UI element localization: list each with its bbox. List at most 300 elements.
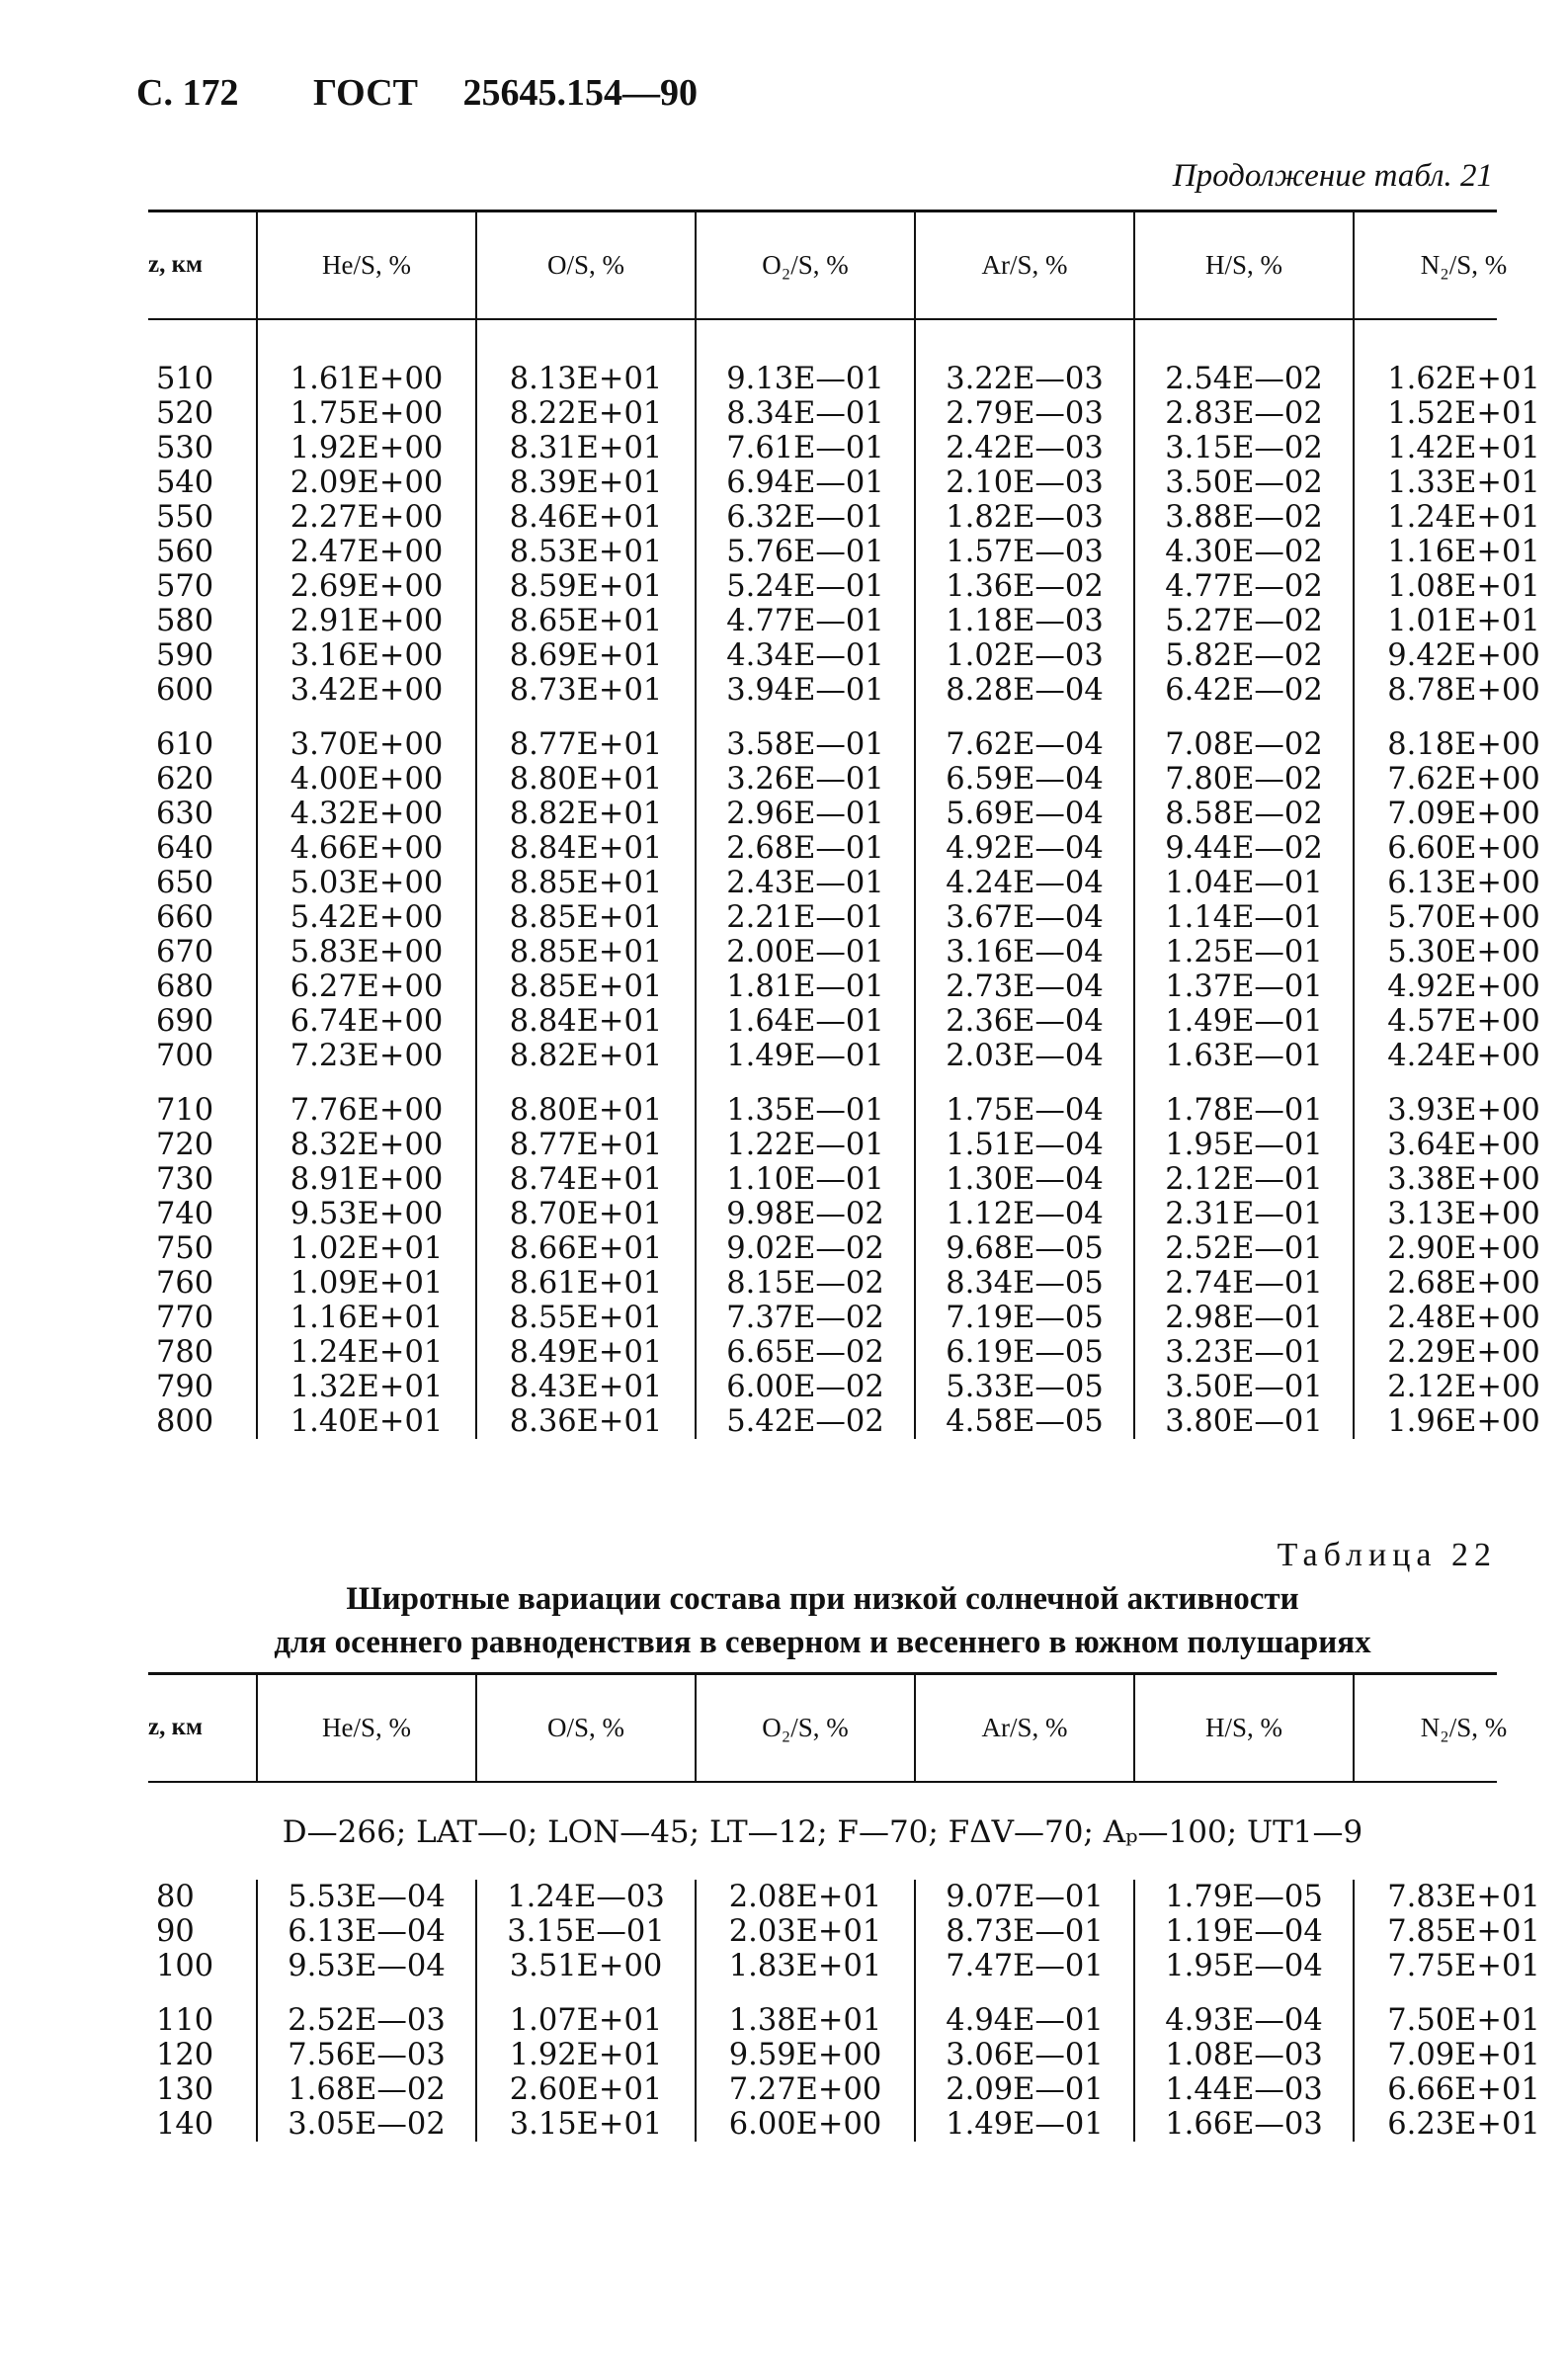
value-cell: 3.67E—04 [915,900,1134,935]
altitude-cell: 780 [156,1335,214,1370]
altitude-cell: 710 [156,1093,214,1128]
value-cell: 2.09E+00 [257,465,476,500]
altitude-cell: 110 [156,2003,214,2038]
altitude-cell: 510 [156,362,214,396]
value-cell: 1.49E—01 [915,2107,1134,2142]
table-row [148,1093,1568,1128]
table-row [148,535,1568,569]
standard-name: ГОСТ [312,72,418,114]
value-cell: 4.32E+00 [257,797,476,831]
table21-col-header: O/S, % [476,211,696,318]
value-cell: 6.23E+01 [1354,2107,1568,2142]
altitude-cell: 140 [156,2107,214,2142]
altitude-cell: 80 [156,1880,195,1914]
value-cell: 4.66E+00 [257,831,476,866]
value-cell: 6.94E—01 [696,465,915,500]
value-cell: 8.85E+01 [476,935,696,969]
value-cell: 1.24E+01 [1354,500,1568,535]
value-cell: 8.82E+01 [476,797,696,831]
value-cell: 8.43E+01 [476,1370,696,1404]
table-row [148,431,1568,465]
value-cell: 1.30E—04 [915,1162,1134,1197]
altitude-cell: 640 [156,831,214,866]
value-cell: 1.10E—01 [696,1162,915,1197]
value-cell: 1.42E+01 [1354,431,1568,465]
table-row [148,2038,1568,2072]
value-cell: 1.52E+01 [1354,396,1568,431]
table-row [148,638,1568,673]
table-row [148,935,1568,969]
table-row [148,604,1568,638]
table-row [148,1301,1568,1335]
value-cell: 8.46E+01 [476,500,696,535]
value-cell: 8.77E+01 [476,1128,696,1162]
value-cell: 8.18E+00 [1354,727,1568,762]
value-cell: 7.47E—01 [915,1949,1134,1983]
value-cell: 9.02E—02 [696,1231,915,1266]
value-cell: 7.62E—04 [915,727,1134,762]
altitude-cell: 680 [156,969,214,1004]
value-cell: 7.76E+00 [257,1093,476,1128]
value-cell: 8.80E+01 [476,762,696,797]
page-number: С. 172 [136,72,239,114]
value-cell: 2.12E+00 [1354,1370,1568,1404]
value-cell: 7.09E+00 [1354,797,1568,831]
altitude-cell: 770 [156,1301,214,1335]
value-cell: 9.42E+00 [1354,638,1568,673]
group-spacer [148,708,1568,727]
value-cell: 5.24E—01 [696,569,915,604]
value-cell: 1.63E—01 [1134,1039,1354,1073]
value-cell: 2.96E—01 [696,797,915,831]
value-cell: 4.34E—01 [696,638,915,673]
value-cell: 8.13E+01 [476,362,696,396]
table-row [148,2072,1568,2107]
value-cell: 1.75E—04 [915,1093,1134,1128]
value-cell: 2.29E+00 [1354,1335,1568,1370]
value-cell: 1.44E—03 [1134,2072,1354,2107]
value-cell: 2.12E—01 [1134,1162,1354,1197]
table-row [148,500,1568,535]
value-cell: 3.64E+00 [1354,1128,1568,1162]
value-cell: 1.25E—01 [1134,935,1354,969]
table22-body [148,1880,1568,2142]
value-cell: 2.73E—04 [915,969,1134,1004]
altitude-cell: 670 [156,935,214,969]
table21-col-header: O₂/S, % [696,211,915,318]
value-cell: 7.62E+00 [1354,762,1568,797]
value-cell: 5.42E+00 [257,900,476,935]
altitude-cell: 90 [156,1914,195,1949]
table-row [148,1231,1568,1266]
value-cell: 2.68E+00 [1354,1266,1568,1301]
value-cell: 6.74E+00 [257,1004,476,1039]
value-cell: 8.78E+00 [1354,673,1568,708]
altitude-cell: 550 [156,500,214,535]
table-row [148,1128,1568,1162]
value-cell: 3.23E—01 [1134,1335,1354,1370]
table-row [148,673,1568,708]
value-cell: 8.58E—02 [1134,797,1354,831]
value-cell: 1.92E+01 [476,2038,696,2072]
value-cell: 7.83E+01 [1354,1880,1568,1914]
value-cell: 1.62E+01 [1354,362,1568,396]
value-cell: 1.16E+01 [257,1301,476,1335]
altitude-cell: 600 [156,673,214,708]
value-cell: 2.91E+00 [257,604,476,638]
value-cell: 2.03E+01 [696,1914,915,1949]
value-cell: 1.08E—03 [1134,2038,1354,2072]
value-cell: 9.59E+00 [696,2038,915,2072]
value-cell: 7.23E+00 [257,1039,476,1073]
value-cell: 9.68E—05 [915,1231,1134,1266]
value-cell: 3.15E—02 [1134,431,1354,465]
value-cell: 5.42E—02 [696,1404,915,1439]
value-cell: 3.16E—04 [915,935,1134,969]
value-cell: 9.44E—02 [1134,831,1354,866]
value-cell: 1.68E—02 [257,2072,476,2107]
running-header [136,71,733,115]
value-cell: 8.22E+01 [476,396,696,431]
table-row [148,1004,1568,1039]
table22-header-rule [148,1781,1497,1783]
value-cell: 8.53E+01 [476,535,696,569]
value-cell: 6.00E—02 [696,1370,915,1404]
table-row [148,727,1568,762]
value-cell: 8.61E+01 [476,1266,696,1301]
value-cell: 9.07E—01 [915,1880,1134,1914]
value-cell: 8.85E+01 [476,866,696,900]
table22-title-line1: Широтные вариации состава при низкой солнечной активности [346,1581,1299,1617]
value-cell: 3.88E—02 [1134,500,1354,535]
table22-parameters: D—266; LAT—0; LON—45; LT—12; F—70; FΔV—70; Aₚ—100; UT1—9 [282,1814,1363,1850]
value-cell: 3.15E+01 [476,2107,696,2142]
value-cell: 6.66E+01 [1354,2072,1568,2107]
altitude-cell: 630 [156,797,214,831]
value-cell: 2.21E—01 [696,900,915,935]
value-cell: 8.55E+01 [476,1301,696,1335]
table22-col-header: Ar/S, % [915,1674,1134,1781]
value-cell: 2.42E—03 [915,431,1134,465]
value-cell: 1.18E—03 [915,604,1134,638]
altitude-cell: 620 [156,762,214,797]
group-spacer [148,1073,1568,1093]
value-cell: 6.32E—01 [696,500,915,535]
value-cell: 3.38E+00 [1354,1162,1568,1197]
value-cell: 8.34E—01 [696,396,915,431]
value-cell: 6.42E—02 [1134,673,1354,708]
value-cell: 1.37E—01 [1134,969,1354,1004]
value-cell: 9.98E—02 [696,1197,915,1231]
table22 [148,1674,1568,1781]
table22-label: Таблица 22 [1277,1537,1497,1573]
value-cell: 8.34E—05 [915,1266,1134,1301]
value-cell: 1.09E+01 [257,1266,476,1301]
value-cell: 8.74E+01 [476,1162,696,1197]
value-cell: 3.93E+00 [1354,1093,1568,1128]
value-cell: 8.85E+01 [476,969,696,1004]
value-cell: 1.64E—01 [696,1004,915,1039]
value-cell: 6.00E+00 [696,2107,915,2142]
table-row [148,1949,1568,1983]
value-cell: 6.19E—05 [915,1335,1134,1370]
value-cell: 4.58E—05 [915,1404,1134,1439]
value-cell: 2.54E—02 [1134,362,1354,396]
value-cell: 2.83E—02 [1134,396,1354,431]
value-cell: 4.57E+00 [1354,1004,1568,1039]
value-cell: 8.70E+01 [476,1197,696,1231]
value-cell: 7.85E+01 [1354,1914,1568,1949]
value-cell: 5.03E+00 [257,866,476,900]
altitude-cell: 700 [156,1039,214,1073]
value-cell: 1.83E+01 [696,1949,915,1983]
value-cell: 1.49E—01 [1134,1004,1354,1039]
altitude-cell: 740 [156,1197,214,1231]
value-cell: 1.22E—01 [696,1128,915,1162]
value-cell: 1.82E—03 [915,500,1134,535]
table-row [148,465,1568,500]
altitude-cell: 540 [156,465,214,500]
value-cell: 4.92E+00 [1354,969,1568,1004]
value-cell: 2.00E—01 [696,935,915,969]
value-cell: 5.33E—05 [915,1370,1134,1404]
value-cell: 8.69E+01 [476,638,696,673]
group-spacer [148,318,1568,362]
table-row [148,1197,1568,1231]
value-cell: 2.36E—04 [915,1004,1134,1039]
value-cell: 1.40E+01 [257,1404,476,1439]
value-cell: 2.90E+00 [1354,1231,1568,1266]
value-cell: 7.50E+01 [1354,2003,1568,2038]
table-row [148,2107,1568,2142]
altitude-cell: 120 [156,2038,214,2072]
value-cell: 1.92E+00 [257,431,476,465]
value-cell: 1.35E—01 [696,1093,915,1128]
altitude-cell: 590 [156,638,214,673]
value-cell: 6.60E+00 [1354,831,1568,866]
value-cell: 8.32E+00 [257,1128,476,1162]
table-row [148,2003,1568,2038]
table-row [148,969,1568,1004]
table21-col-header: He/S, % [257,211,476,318]
table-row [148,866,1568,900]
table21-col-header: z, км [148,251,204,278]
value-cell: 8.91E+00 [257,1162,476,1197]
table-row [148,900,1568,935]
table-row [148,1335,1568,1370]
value-cell: 8.85E+01 [476,900,696,935]
value-cell: 2.09E—01 [915,2072,1134,2107]
altitude-cell: 690 [156,1004,214,1039]
value-cell: 8.66E+01 [476,1231,696,1266]
table21-col-header: H/S, % [1134,211,1354,318]
value-cell: 2.43E—01 [696,866,915,900]
value-cell: 1.66E—03 [1134,2107,1354,2142]
value-cell: 9.53E+00 [257,1197,476,1231]
value-cell: 2.31E—01 [1134,1197,1354,1231]
value-cell: 1.01E+01 [1354,604,1568,638]
value-cell: 1.95E—04 [1134,1949,1354,1983]
value-cell: 4.30E—02 [1134,535,1354,569]
altitude-cell: 650 [156,866,214,900]
value-cell: 3.80E—01 [1134,1404,1354,1439]
value-cell: 1.78E—01 [1134,1093,1354,1128]
value-cell: 4.24E—04 [915,866,1134,900]
value-cell: 2.74E—01 [1134,1266,1354,1301]
value-cell: 3.50E—02 [1134,465,1354,500]
value-cell: 8.39E+01 [476,465,696,500]
value-cell: 8.49E+01 [476,1335,696,1370]
value-cell: 5.30E+00 [1354,935,1568,969]
group-spacer [148,1983,1568,2003]
value-cell: 9.13E—01 [696,362,915,396]
value-cell: 3.26E—01 [696,762,915,797]
value-cell: 6.65E—02 [696,1335,915,1370]
value-cell: 2.52E—03 [257,2003,476,2038]
table22-col-header: O₂/S, % [696,1674,915,1781]
value-cell: 2.10E—03 [915,465,1134,500]
value-cell: 1.24E—03 [476,1880,696,1914]
value-cell: 8.84E+01 [476,1004,696,1039]
value-cell: 8.65E+01 [476,604,696,638]
value-cell: 3.05E—02 [257,2107,476,2142]
table-row [148,1880,1568,1914]
value-cell: 4.77E—02 [1134,569,1354,604]
table-row [148,396,1568,431]
value-cell: 8.73E+01 [476,673,696,708]
value-cell: 1.24E+01 [257,1335,476,1370]
value-cell: 2.79E—03 [915,396,1134,431]
value-cell: 3.42E+00 [257,673,476,708]
value-cell: 3.58E—01 [696,727,915,762]
value-cell: 8.31E+01 [476,431,696,465]
table-row [148,1039,1568,1073]
standard-number: 25645.154—90 [462,72,698,114]
value-cell: 3.22E—03 [915,362,1134,396]
value-cell: 2.68E—01 [696,831,915,866]
value-cell: 5.82E—02 [1134,638,1354,673]
altitude-cell: 660 [156,900,214,935]
altitude-cell: 520 [156,396,214,431]
table22-col-header: H/S, % [1134,1674,1354,1781]
value-cell: 6.59E—04 [915,762,1134,797]
value-cell: 3.94E—01 [696,673,915,708]
table-row [148,569,1568,604]
altitude-cell: 580 [156,604,214,638]
value-cell: 3.51E+00 [476,1949,696,1983]
value-cell: 2.98E—01 [1134,1301,1354,1335]
value-cell: 1.75E+00 [257,396,476,431]
table-row [148,831,1568,866]
value-cell: 3.13E+00 [1354,1197,1568,1231]
value-cell: 1.14E—01 [1134,900,1354,935]
value-cell: 1.32E+01 [257,1370,476,1404]
value-cell: 8.73E—01 [915,1914,1134,1949]
table-row [148,1162,1568,1197]
altitude-cell: 530 [156,431,214,465]
value-cell: 4.00E+00 [257,762,476,797]
value-cell: 5.69E—04 [915,797,1134,831]
table-row [148,362,1568,396]
value-cell: 7.80E—02 [1134,762,1354,797]
altitude-cell: 730 [156,1162,214,1197]
value-cell: 1.19E—04 [1134,1914,1354,1949]
value-cell: 7.61E—01 [696,431,915,465]
value-cell: 1.08E+01 [1354,569,1568,604]
value-cell: 2.52E—01 [1134,1231,1354,1266]
value-cell: 1.57E—03 [915,535,1134,569]
value-cell: 3.15E—01 [476,1914,696,1949]
value-cell: 1.61E+00 [257,362,476,396]
altitude-cell: 790 [156,1370,214,1404]
value-cell: 1.04E—01 [1134,866,1354,900]
value-cell: 7.37E—02 [696,1301,915,1335]
value-cell: 7.19E—05 [915,1301,1134,1335]
value-cell: 7.27E+00 [696,2072,915,2107]
value-cell: 9.53E—04 [257,1949,476,1983]
value-cell: 4.93E—04 [1134,2003,1354,2038]
value-cell: 1.33E+01 [1354,465,1568,500]
table21-col-header: N₂/S, % [1354,211,1568,318]
value-cell: 8.84E+01 [476,831,696,866]
value-cell: 3.16E+00 [257,638,476,673]
table-row [148,1266,1568,1301]
table-row [148,797,1568,831]
value-cell: 4.24E+00 [1354,1039,1568,1073]
table21-col-header: Ar/S, % [915,211,1134,318]
value-cell: 1.96E+00 [1354,1404,1568,1439]
value-cell: 2.47E+00 [257,535,476,569]
table-row [148,762,1568,797]
altitude-cell: 800 [156,1404,214,1439]
table21 [148,211,1568,1439]
table22-col-header: z, км [148,1714,204,1740]
table-row [148,1404,1568,1439]
value-cell: 8.36E+01 [476,1404,696,1439]
value-cell: 8.77E+01 [476,727,696,762]
value-cell: 5.53E—04 [257,1880,476,1914]
altitude-cell: 760 [156,1266,214,1301]
value-cell: 8.59E+01 [476,569,696,604]
value-cell: 2.48E+00 [1354,1301,1568,1335]
altitude-cell: 130 [156,2072,214,2107]
value-cell: 1.38E+01 [696,2003,915,2038]
value-cell: 7.09E+01 [1354,2038,1568,2072]
value-cell: 5.70E+00 [1354,900,1568,935]
value-cell: 2.03E—04 [915,1039,1134,1073]
value-cell: 8.80E+01 [476,1093,696,1128]
value-cell: 6.13E+00 [1354,866,1568,900]
value-cell: 4.92E—04 [915,831,1134,866]
value-cell: 7.08E—02 [1134,727,1354,762]
table22-col-header: O/S, % [476,1674,696,1781]
value-cell: 8.28E—04 [915,673,1134,708]
value-cell: 5.27E—02 [1134,604,1354,638]
value-cell: 1.02E—03 [915,638,1134,673]
value-cell: 6.27E+00 [257,969,476,1004]
value-cell: 1.07E+01 [476,2003,696,2038]
value-cell: 2.69E+00 [257,569,476,604]
table-row [148,1914,1568,1949]
value-cell: 8.82E+01 [476,1039,696,1073]
value-cell: 1.36E—02 [915,569,1134,604]
value-cell: 1.16E+01 [1354,535,1568,569]
value-cell: 1.02E+01 [257,1231,476,1266]
altitude-cell: 610 [156,727,214,762]
value-cell: 1.79E—05 [1134,1880,1354,1914]
value-cell: 4.94E—01 [915,2003,1134,2038]
value-cell: 5.83E+00 [257,935,476,969]
